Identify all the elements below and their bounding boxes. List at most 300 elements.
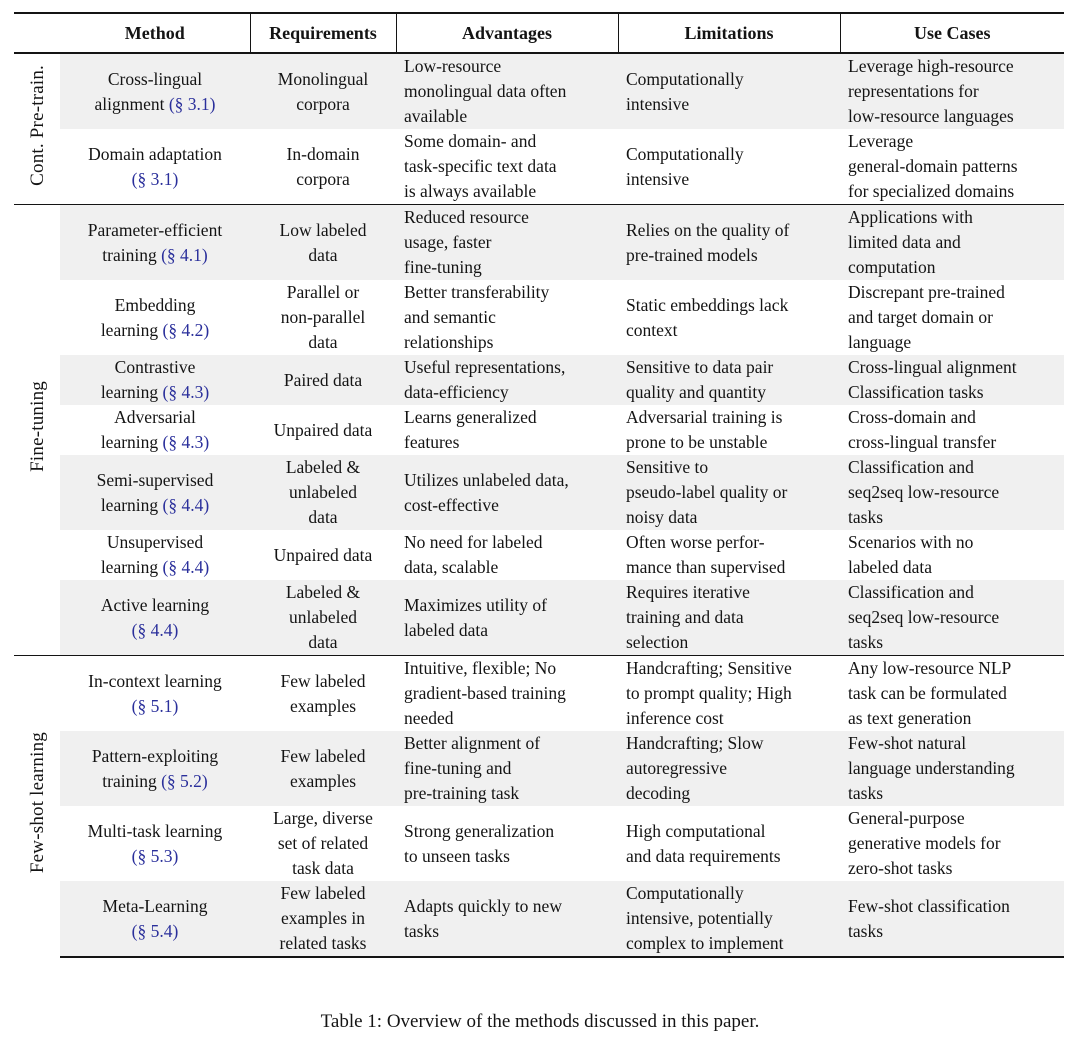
cell-line [404,681,610,706]
table-row [14,405,1064,455]
use-cases-cell [840,530,1064,580]
cell-text: Sensitive to [626,457,709,477]
cell-line [68,67,242,92]
limitations-cell [618,405,840,455]
table-row [14,280,1064,355]
cell-text: labeled data [848,557,933,577]
cell-line [404,430,610,455]
section-reference-link[interactable]: (§ 4.1) [161,244,208,265]
cell-text: Few labeled [280,883,366,903]
cell-line [626,355,832,380]
method-cell [60,530,250,580]
cell-line [404,593,610,618]
limitations-cell [618,806,840,881]
cell-text: Few labeled [280,670,366,691]
cell-line [68,819,242,844]
cell-text: Reduced resource [404,207,529,227]
cell-line [848,280,1056,305]
header-group-blank [14,13,60,53]
method-cell [60,280,250,355]
table-row [14,205,1064,281]
cell-text: pseudo-label quality or [626,482,788,502]
cell-line [626,819,832,844]
cell-text: Computationally [626,143,744,164]
cell-text: context [626,319,678,340]
advantages-cell [396,881,618,957]
method-cell [60,656,250,732]
cell-line [258,806,388,831]
limitations-cell [618,355,840,405]
cell-text: zero-shot tasks [848,858,953,878]
cell-line [626,318,832,343]
section-few-shot-learning [14,656,1064,958]
cell-text: noisy data [626,507,698,527]
cell-text: Labeled & [285,582,361,602]
cell-text: unlabeled [288,607,358,627]
method-cell [60,129,250,205]
cell-line [848,731,1056,756]
cell-text: pre-trained models [626,244,758,265]
cell-text: tasks [848,783,883,803]
header-row [14,13,1064,53]
limitations-cell [618,530,840,580]
cell-line [848,430,1056,455]
cell-line [258,605,388,630]
use-cases-cell [840,53,1064,129]
cell-text: Classification tasks [848,382,984,402]
section-reference-link[interactable]: (§ 4.4) [131,619,179,640]
cell-line [626,142,832,167]
cell-text: Semi-supervised [96,469,214,490]
cell-text: complex to implement [626,933,784,953]
table-caption: Table 1: Overview of the methods discussed in this paper. [320,1011,760,1032]
cell-line [68,669,242,694]
cell-line [68,142,242,167]
cell-text: data, scalable [404,557,499,577]
cell-line [626,906,832,931]
cell-text: for specialized domains [848,181,1015,201]
cell-text: low-resource languages [848,106,1014,126]
cell-line [258,831,388,856]
cell-text: to unseen tasks [404,845,510,866]
cell-line [258,305,388,330]
section-reference-link[interactable]: (§ 3.1) [168,93,216,114]
cell-line [626,731,832,756]
cell-line [404,781,610,806]
cell-line [258,543,388,568]
cell-text: non-parallel [280,307,366,327]
cell-text: learning [100,382,163,402]
cell-line [258,906,388,931]
section-reference-link[interactable]: (§ 4.4) [162,494,210,515]
group-label-cell [14,205,60,656]
cell-line [258,694,388,719]
cell-text: tasks [848,507,883,527]
cell-text: Useful representations, [404,357,566,377]
cell-line [404,380,610,405]
cell-line [258,368,388,393]
cell-text: training and data [626,607,744,627]
cell-line [848,894,1056,919]
cell-line [68,318,242,343]
cell-line [626,480,832,505]
cell-line [258,480,388,505]
cell-line [258,243,388,268]
section-reference-link[interactable]: (§ 4.2) [162,319,210,340]
cell-line [848,605,1056,630]
use-cases-cell [840,405,1064,455]
cell-line [68,894,242,919]
method-cell [60,455,250,530]
cell-line [258,630,388,655]
cell-line [68,430,242,455]
cell-line [404,756,610,781]
cell-text: Unpaired data [273,544,373,565]
cell-text: training [102,770,162,791]
cell-text: general-domain patterns [848,156,1018,176]
cell-text: Better alignment of [404,733,541,753]
cell-line [404,555,610,580]
method-cell [60,355,250,405]
cell-text: data [308,332,338,352]
cell-line [68,530,242,555]
cell-text: to prompt quality; High [626,683,792,703]
cell-line [68,355,242,380]
cell-line [626,430,832,455]
method-cell [60,580,250,656]
cell-line [404,405,610,430]
cell-text: monolingual data often [404,81,567,101]
cell-line [626,92,832,117]
cell-line [848,555,1056,580]
cell-line [258,744,388,769]
requirements-cell [250,580,396,656]
cell-text: mance than supervised [626,557,786,577]
header-method: Method [60,13,250,53]
cell-line [626,781,832,806]
method-cell [60,806,250,881]
cell-text: Contrastive [114,357,196,377]
requirements-cell [250,656,396,732]
advantages-cell [396,806,618,881]
cell-text: Static embeddings lack [626,294,789,315]
cell-line [68,293,242,318]
advantages-cell [396,455,618,530]
cell-line [848,205,1056,230]
cell-text: gradient-based training [404,683,566,703]
cell-line [848,530,1056,555]
table-row [14,806,1064,881]
cell-text: autoregressive [626,758,728,778]
group-label: Few-shot learning [26,732,48,874]
cell-text: Leverage [848,131,914,151]
cell-line [626,630,832,655]
cell-line [626,67,832,92]
cell-text: Large, diverse [273,808,373,828]
cell-text: intensive [626,168,690,189]
cell-text: Handcrafting; Slow [626,733,764,753]
cell-line [404,280,610,305]
cell-line [258,856,388,881]
section-reference-link[interactable]: (§ 4.3) [162,432,210,452]
cell-line [626,505,832,530]
cell-line [404,79,610,104]
advantages-cell [396,656,618,732]
cell-line [848,355,1056,380]
table-row [14,129,1064,205]
cell-line [848,54,1056,79]
cell-text: Active learning [100,594,210,615]
cell-text: Embedding [114,294,196,315]
method-cell [60,405,250,455]
requirements-cell [250,530,396,580]
cell-text: learning [100,319,163,340]
cell-text: set of related [277,833,369,853]
cell-text: usage, faster [404,232,492,252]
cell-text: intensive, potentially [626,908,773,928]
cell-text: Scenarios with no [848,532,974,552]
cell-line [258,92,388,117]
cell-line [258,769,388,794]
table-row [14,355,1064,405]
requirements-cell [250,405,396,455]
section-continued-pretraining [14,53,1064,205]
cell-text: Often worse perfor- [626,532,765,552]
cell-line [848,305,1056,330]
cell-line [404,706,610,731]
cell-text: Paired data [283,369,363,390]
cell-line [848,505,1056,530]
cell-line [404,468,610,493]
use-cases-cell [840,881,1064,957]
method-cell [60,731,250,806]
advantages-cell [396,355,618,405]
cell-text: Discrepant pre-trained [848,282,1005,302]
cell-line [626,605,832,630]
cell-line [626,931,832,956]
cell-text: language [848,332,912,352]
cell-text: language understanding [848,758,1015,778]
cell-line [404,819,610,844]
cell-text: General-purpose [848,808,965,828]
cell-text: Unpaired data [273,419,373,440]
cell-text: examples [289,695,357,716]
cell-text: Maximizes utility of [404,594,547,615]
advantages-cell [396,405,618,455]
cell-text: Some domain- and [404,131,537,151]
advantages-cell [396,53,618,129]
section-reference-link[interactable]: (§ 3.1) [131,168,179,189]
cell-line [626,455,832,480]
cell-text: Multi-task learning [87,820,223,841]
requirements-cell [250,355,396,405]
cell-line [68,493,242,518]
cell-line [626,555,832,580]
cell-text: and target domain or [848,307,993,327]
cell-text: Utilizes unlabeled data, [404,469,569,490]
cell-text: Cross-lingual [107,68,203,89]
cell-line [68,468,242,493]
cell-text: as text generation [848,708,972,728]
group-label: Fine-tuning [26,381,48,472]
cell-text: tasks [848,920,883,941]
cell-line [404,104,610,129]
cell-line [404,493,610,518]
cell-text: Few-shot natural [848,733,967,753]
cell-line [848,330,1056,355]
cell-line [404,205,610,230]
section-reference-link[interactable]: (§ 5.2) [161,770,208,791]
table-row [14,731,1064,806]
cell-text: Sensitive to data pair [626,357,774,377]
cell-text: inference cost [626,708,724,728]
table-row [14,455,1064,530]
cell-line [258,580,388,605]
cell-line [626,844,832,869]
requirements-cell [250,455,396,530]
cell-text: data [308,632,338,652]
cell-line [404,305,610,330]
method-cell [60,53,250,129]
header-advantages: Advantages [396,13,618,53]
cell-text: examples [289,770,357,791]
cell-text: Handcrafting; Sensitive [626,658,792,678]
cell-text: data [308,507,338,527]
limitations-cell [618,205,840,281]
cell-text: available [404,106,468,126]
use-cases-cell [840,656,1064,732]
cell-line [848,681,1056,706]
section-reference-link[interactable]: (§ 5.1) [131,695,179,716]
limitations-cell [618,280,840,355]
cell-line [68,380,242,405]
cell-line [258,330,388,355]
table-row [14,580,1064,656]
cell-line [404,330,610,355]
advantages-cell [396,530,618,580]
cell-text: prone to be unstable [626,432,768,452]
cell-line [848,806,1056,831]
cell-text: and semantic [404,307,496,327]
cell-text: computation [848,257,936,277]
cell-text: Low-resource [404,56,502,76]
cell-line [626,380,832,405]
cell-line [626,580,832,605]
cell-text: representations for [848,81,979,101]
cell-text: relationships [404,332,494,352]
cell-text: is always available [404,181,537,201]
cell-line [626,293,832,318]
cell-text: Meta-Learning [102,895,208,916]
cell-text: High computational [626,820,766,841]
limitations-cell [618,656,840,732]
cell-line [258,505,388,530]
cell-text: unlabeled [288,482,358,502]
requirements-cell [250,53,396,129]
cell-text: Labeled & [285,457,361,477]
limitations-cell [618,580,840,656]
use-cases-cell [840,205,1064,281]
cell-line [404,179,610,204]
cell-text: Learns generalized [404,407,537,427]
cell-text: Classification and [848,457,974,477]
cell-line [626,243,832,268]
cell-text: needed [404,708,454,728]
cell-text: task-specific text data [404,156,557,176]
cell-line [848,706,1056,731]
use-cases-cell [840,806,1064,881]
cell-text: data [308,244,338,265]
section-reference-link[interactable]: (§ 5.4) [131,920,179,941]
cell-line [848,104,1056,129]
cell-line [848,831,1056,856]
advantages-cell [396,280,618,355]
limitations-cell [618,881,840,957]
table-row [14,530,1064,580]
requirements-cell [250,881,396,957]
section-fine-tuning [14,205,1064,656]
cell-text: Cross-domain and [848,407,976,427]
section-reference-link[interactable]: (§ 5.3) [131,845,179,866]
cell-line [626,756,832,781]
cell-line [258,167,388,192]
cell-line [258,280,388,305]
advantages-cell [396,731,618,806]
cell-text: related tasks [279,933,367,953]
cell-text: tasks [848,632,883,652]
requirements-cell [250,806,396,881]
cell-line [848,630,1056,655]
cell-line [68,92,242,117]
cell-line [404,656,610,681]
cell-text: training [102,244,162,265]
cell-text: task data [292,858,354,878]
cell-text: Pattern-exploiting [91,745,219,766]
method-cell [60,205,250,281]
cell-line [258,418,388,443]
cell-text: intensive [626,93,690,114]
cell-line [626,218,832,243]
cell-text: Better transferability [404,282,550,302]
cell-line [68,243,242,268]
cell-text: generative models for [848,833,1001,853]
use-cases-cell [840,129,1064,205]
section-reference-link[interactable]: (§ 4.4) [162,557,210,577]
cell-line [68,744,242,769]
cell-line [626,706,832,731]
cell-text: task can be formulated [848,683,1007,703]
cell-text: Parallel or [286,282,360,302]
cell-text: Cross-lingual alignment [848,357,1017,377]
cell-line [68,769,242,794]
table-row [14,656,1064,732]
cell-line [258,142,388,167]
cell-text: Requires iterative [626,582,750,602]
cell-text: features [404,432,460,452]
cell-line [258,669,388,694]
cell-line [258,455,388,480]
cell-line [626,681,832,706]
section-reference-link[interactable]: (§ 4.3) [162,382,210,402]
cell-line [848,656,1056,681]
cell-line [68,405,242,430]
group-label-cell [14,656,60,958]
cell-text: corpora [296,93,350,114]
use-cases-cell [840,455,1064,530]
use-cases-cell [840,280,1064,355]
advantages-cell [396,580,618,656]
cell-line [848,230,1056,255]
